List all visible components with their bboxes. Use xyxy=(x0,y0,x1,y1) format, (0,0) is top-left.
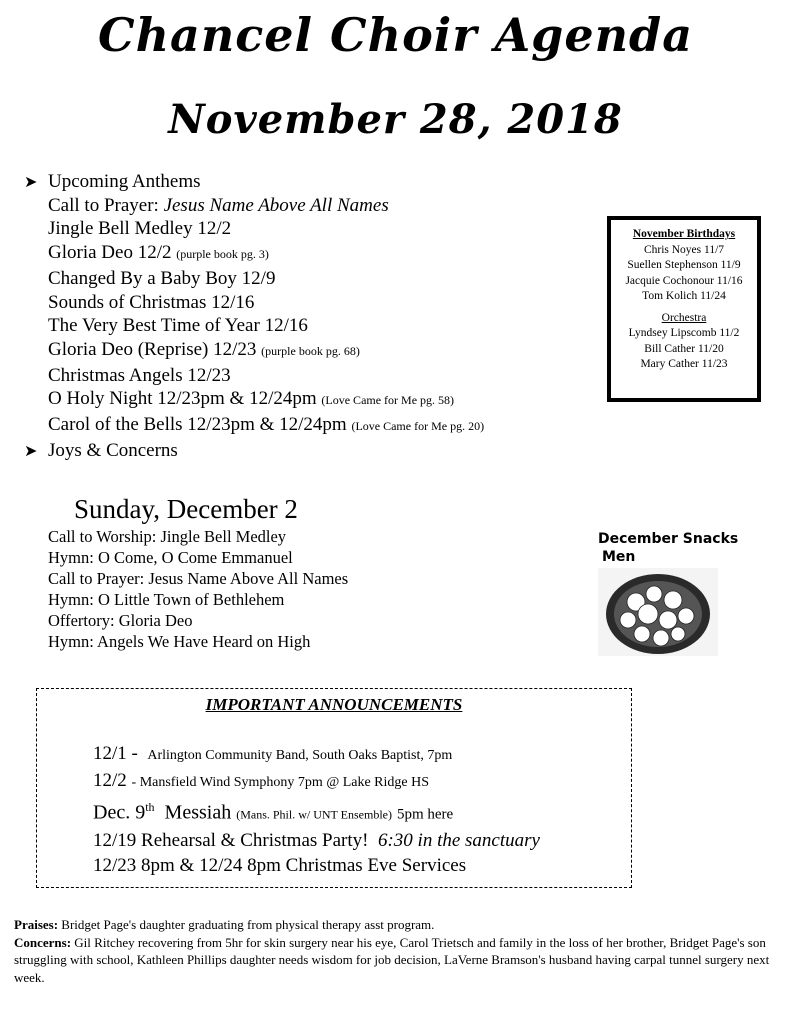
anthem-item xyxy=(24,338,484,364)
announcements-box xyxy=(36,688,632,888)
anthem-note: (purple book pg. 68) xyxy=(261,343,360,358)
snacks-section xyxy=(598,530,738,566)
birthday-item: Jacquie Cochonour 11/16 xyxy=(625,274,743,287)
anthem-title: Jingle Bell Medley 12/2 xyxy=(48,218,232,240)
snacks-heading: December Snacks xyxy=(598,531,739,547)
concerns-line: Concerns: Gil Ritchey recovering from 5hr for skin surgery near his eye, Carol Trietsch and family in the loss of her brother, Bridget Page's son struggling with school, Kathleen Phillips daughter needs wisdom for job decision, LaVerne Bramson's husband having carpal tunnel surgery next week. xyxy=(14,934,770,985)
service-item: Call to Prayer: Jesus Name Above All Names xyxy=(48,569,349,588)
birthday-item: Suellen Stephenson 11/9 xyxy=(627,259,741,271)
service-item: Hymn: Angels We Have Heard on High xyxy=(48,632,311,651)
anthem-title: Christmas Angels 12/23 xyxy=(48,364,231,386)
announcement-item: 12/23 8pm & 12/24 8pm Christmas Eve Services xyxy=(93,854,467,876)
service-item: Offertory: Gloria Deo xyxy=(48,611,193,630)
anthem-note: (Love Came for Me pg. 58) xyxy=(321,393,455,408)
birthday-item: Tom Kolich 11/24 xyxy=(642,290,726,302)
anthem-title: Gloria Deo 12/2 xyxy=(48,242,172,264)
call-to-prayer-line: Call to Prayer: Jesus Name Above All Names xyxy=(48,194,389,216)
anthem-item xyxy=(24,413,484,439)
anthem-item xyxy=(24,217,484,241)
birthday-item: Lyndsey Lipscomb 11/2 xyxy=(628,327,740,339)
birthdays-heading: November Birthdays xyxy=(632,228,736,240)
anthem-title: Carol of the Bells 12/23pm & 12/24pm xyxy=(48,414,347,436)
arrow-bullet-icon: ➤ xyxy=(24,172,38,191)
joys-concerns-heading: Joys & Concerns xyxy=(48,439,178,461)
praises-line: Praises: Bridget Page's daughter graduating from physical therapy asst program. xyxy=(14,917,435,932)
birthday-list xyxy=(611,243,757,305)
anthem-item xyxy=(24,241,484,267)
service-order-list xyxy=(48,526,348,652)
anthem-item xyxy=(24,291,484,315)
announcement-item: Dec. 9th Messiah (Mans. Phil. w/ UNT Ensemble) 5pm here xyxy=(93,800,454,824)
anthems-heading: Upcoming Anthems xyxy=(48,171,201,192)
sunday-service-section xyxy=(48,492,348,652)
anthem-title: O Holy Night 12/23pm & 12/24pm xyxy=(48,388,317,410)
announcement-item: 12/19 Rehearsal & Christmas Party! 6:30 in the sanctuary xyxy=(93,829,540,851)
sunday-heading: Sunday, December 2 xyxy=(74,494,298,524)
upcoming-anthems-section xyxy=(24,170,484,462)
page-date: November 28, 2018 xyxy=(168,96,623,143)
arrow-bullet-icon: ➤ xyxy=(24,440,38,460)
service-item: Call to Worship: Jingle Bell Medley xyxy=(48,527,287,546)
anthem-title: Changed By a Baby Boy 12/9 xyxy=(48,267,276,289)
anthem-note: (Love Came for Me pg. 20) xyxy=(351,419,485,434)
anthem-title: The Very Best Time of Year 12/16 xyxy=(48,315,308,337)
prayer-requests xyxy=(14,916,774,986)
announcement-item: 12/1 - Arlington Community Band, South Oaks Baptist, 7pm xyxy=(93,743,453,764)
anthem-title: Gloria Deo (Reprise) 12/23 xyxy=(48,338,257,360)
anthem-list xyxy=(24,217,484,438)
anthem-title: Sounds of Christmas 12/16 xyxy=(48,291,255,313)
anthem-item xyxy=(24,364,484,388)
anthem-item xyxy=(24,314,484,338)
announcement-item: 12/2 - Mansfield Wind Symphony 7pm @ Lake Ridge HS xyxy=(93,770,430,791)
anthem-item xyxy=(24,387,484,413)
service-item: Hymn: O Come, O Come Emmanuel xyxy=(48,548,293,567)
anthem-item xyxy=(24,267,484,291)
orchestra-birthday-list xyxy=(611,326,757,373)
birthday-item: Chris Noyes 11/7 xyxy=(643,243,725,256)
birthday-item: Mary Cather 11/23 xyxy=(640,358,728,370)
page-title: Chancel Choir Agenda xyxy=(97,8,694,62)
announcements-heading: IMPORTANT ANNOUNCEMENTS xyxy=(205,695,463,714)
snack-tray-image xyxy=(598,568,718,656)
snacks-group: Men xyxy=(602,549,636,565)
anthem-note: (purple book pg. 3) xyxy=(176,247,269,262)
birthday-item: Bill Cather 11/20 xyxy=(644,342,724,355)
service-item: Hymn: O Little Town of Bethlehem xyxy=(48,590,285,609)
announcement-list xyxy=(93,741,540,878)
birthdays-box xyxy=(607,216,761,402)
orchestra-heading: Orchestra xyxy=(661,311,707,324)
